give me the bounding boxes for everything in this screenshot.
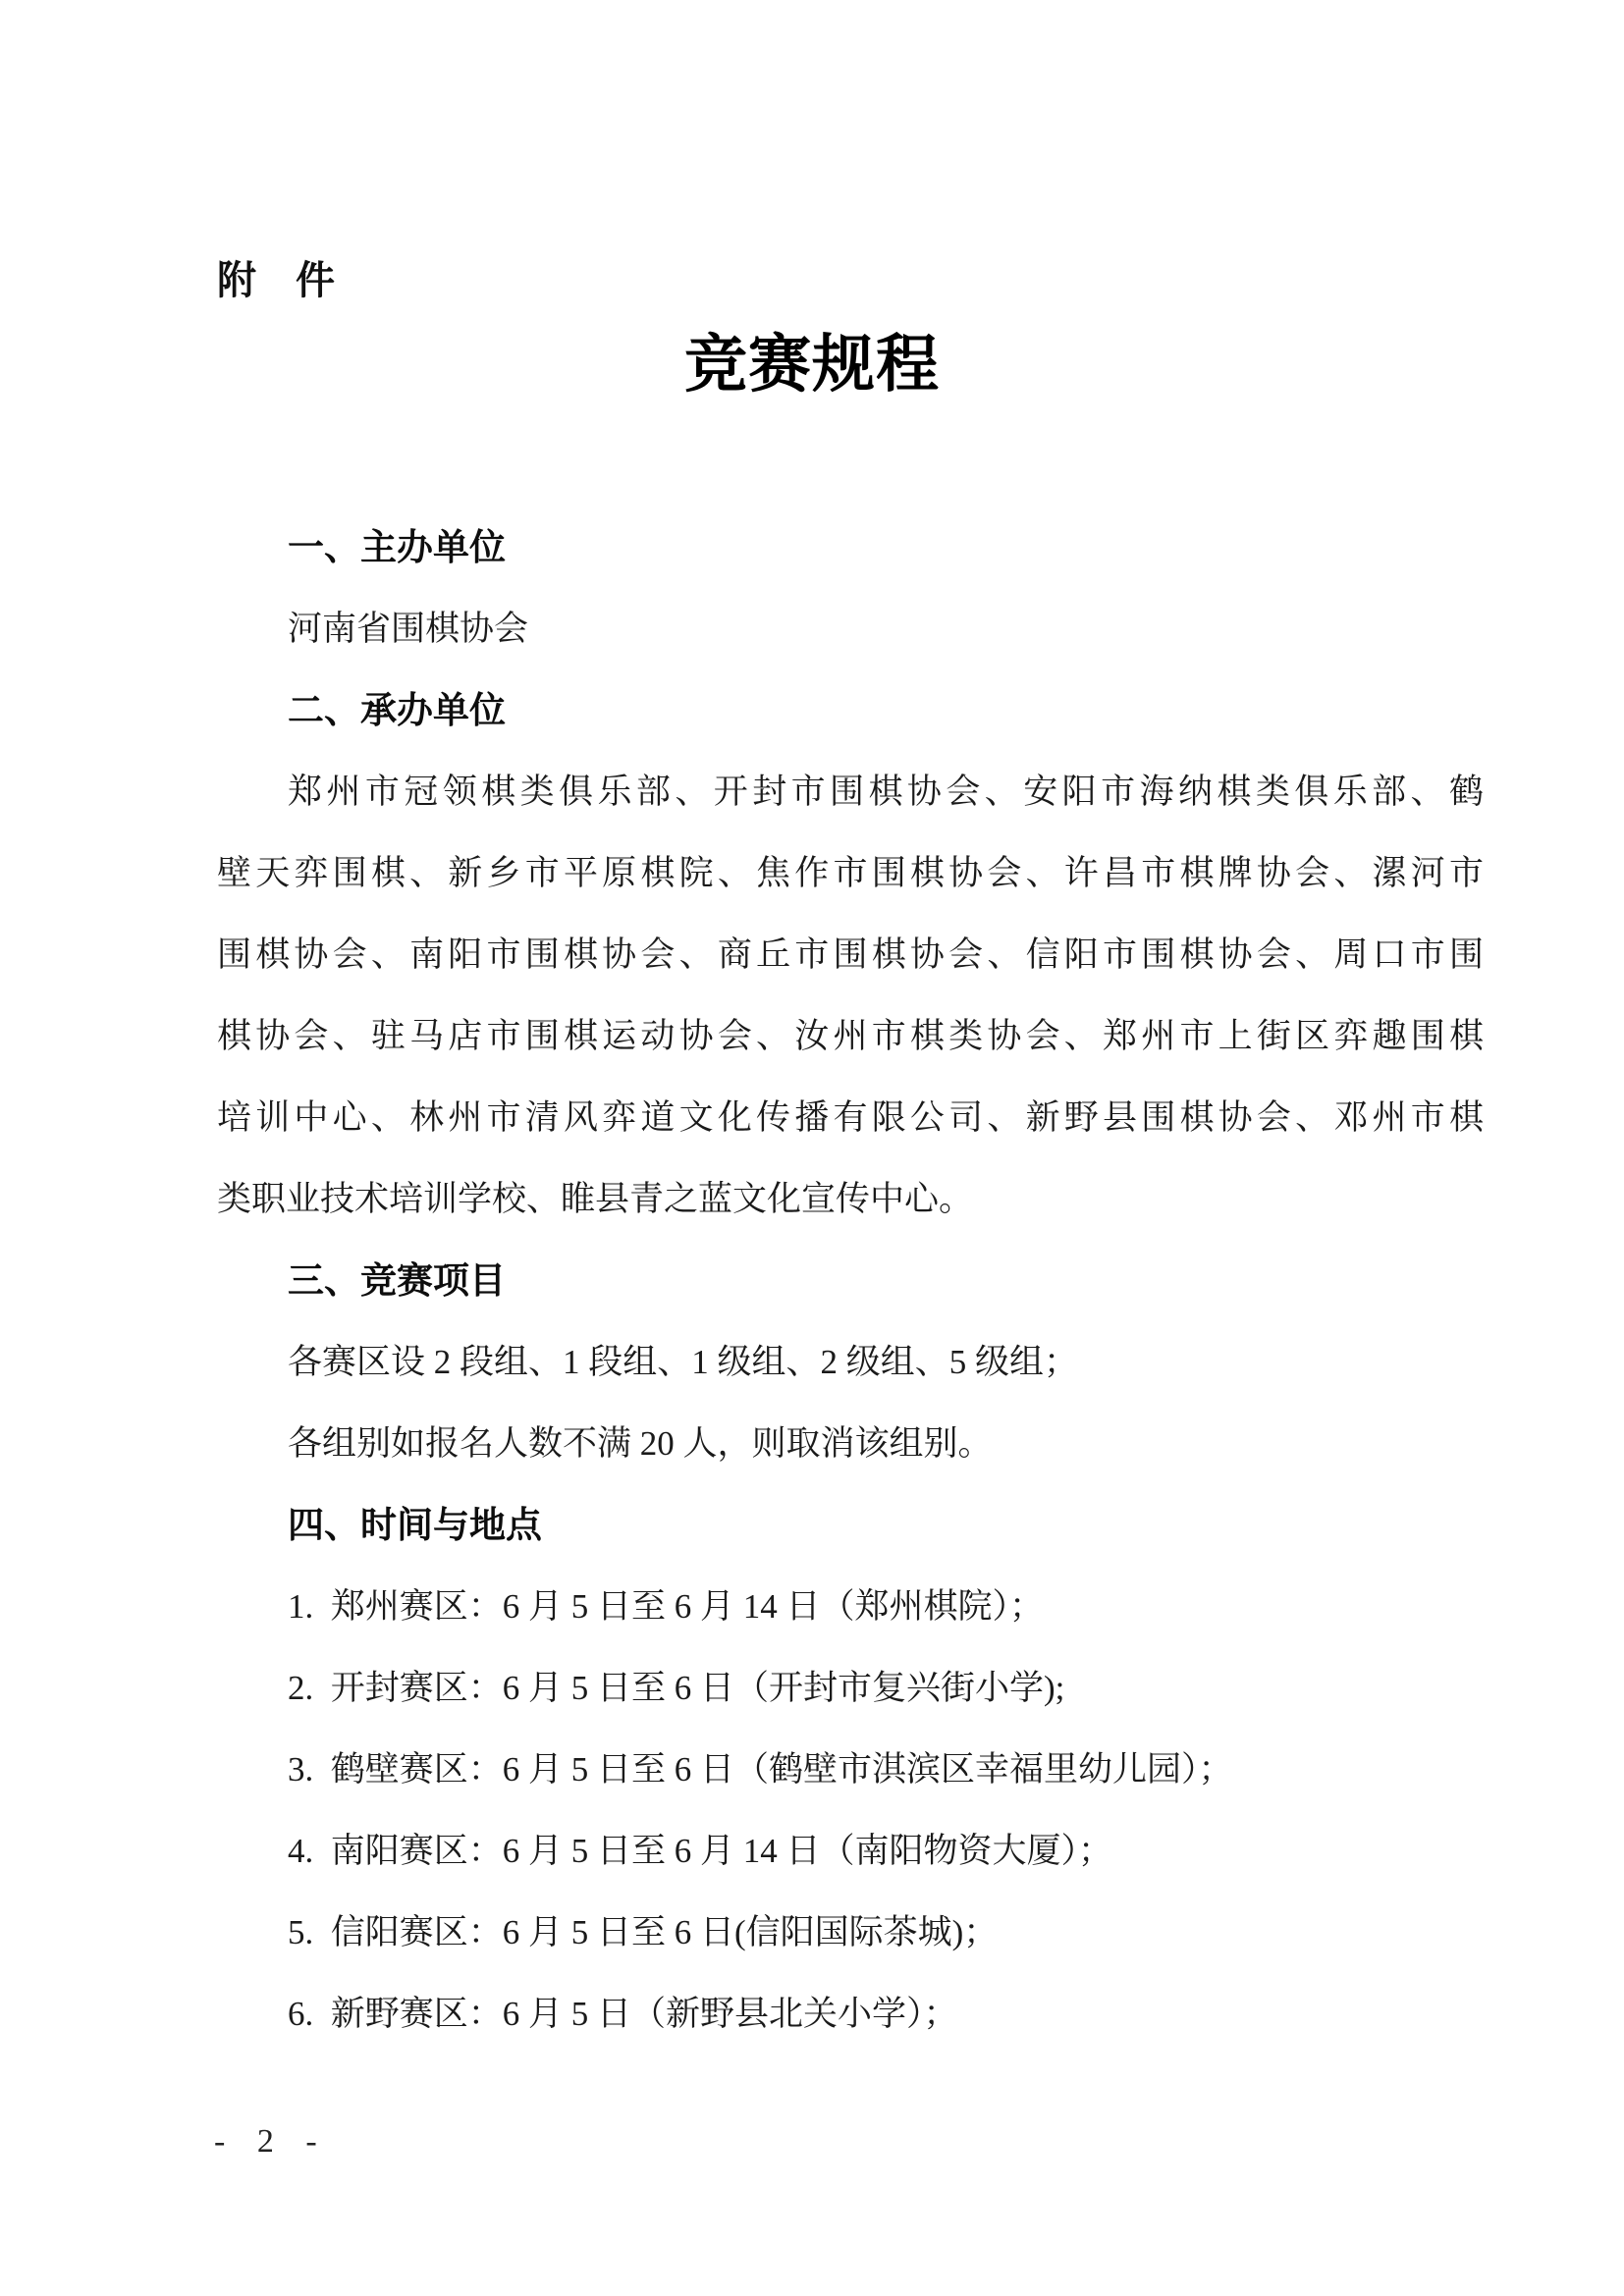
attachment-label: 附 件 bbox=[217, 259, 335, 302]
page-number: - 2 - bbox=[214, 2123, 329, 2160]
list-item-1: 1. 郑州赛区：6 月 5 日至 6 月 14 日（郑州棋院）； bbox=[288, 1587, 1045, 1626]
body-line: 各赛区设 2 段组、1 段组、1 级组、2 级组、5 级组； bbox=[288, 1343, 1079, 1381]
list-item-3: 3. 鹤壁赛区：6 月 5 日至 6 日（鹤壁市淇滨区幸福里幼儿园）； bbox=[288, 1750, 1233, 1789]
page-title: 竞赛规程 bbox=[684, 329, 940, 400]
paragraph-line: 围棋协会、南阳市围棋协会、商丘市围棋协会、信阳市围棋协会、周口市围 bbox=[217, 935, 1484, 974]
paragraph-line: 培训中心、林州市清风弈道文化传播有限公司、新野县围棋协会、邓州市棋 bbox=[217, 1098, 1484, 1137]
body-line: 各组别如报名人数不满 20 人，则取消该组别。 bbox=[288, 1424, 993, 1463]
paragraph-line: 棋协会、驻马店市围棋运动协会、汝州市棋类协会、郑州市上街区弈趣围棋 bbox=[217, 1017, 1484, 1055]
document-body bbox=[217, 507, 1484, 2055]
list-item-6: 6. 新野赛区：6 月 5 日（新野县北关小学）； bbox=[288, 1995, 958, 2033]
paragraph-line: 郑州市冠领棋类俱乐部、开封市围棋协会、安阳市海纳棋类俱乐部、鹤 bbox=[288, 773, 1484, 811]
section-heading-4: 四、时间与地点 bbox=[288, 1505, 542, 1545]
paragraph-line: 壁天弈围棋、新乡市平原棋院、焦作市围棋协会、许昌市棋牌协会、漯河市 bbox=[217, 854, 1484, 892]
list-item-4: 4. 南阳赛区：6 月 5 日至 6 月 14 日（南阳物资大厦）； bbox=[288, 1832, 1113, 1870]
section-heading-2: 二、承办单位 bbox=[288, 690, 506, 730]
section-heading-3: 三、竞赛项目 bbox=[288, 1260, 506, 1301]
section-heading-1: 一、主办单位 bbox=[288, 527, 506, 567]
paragraph-line: 类职业技术培训学校、睢县青之蓝文化宣传中心。 bbox=[217, 1180, 974, 1218]
list-item-5: 5. 信阳赛区：6 月 5 日至 6 日(信阳国际茶城)； bbox=[288, 1913, 999, 1951]
body-line: 河南省围棋协会 bbox=[288, 610, 529, 648]
list-item-2: 2. 开封赛区：6 月 5 日至 6 日（开封市复兴街小学); bbox=[288, 1669, 1065, 1707]
